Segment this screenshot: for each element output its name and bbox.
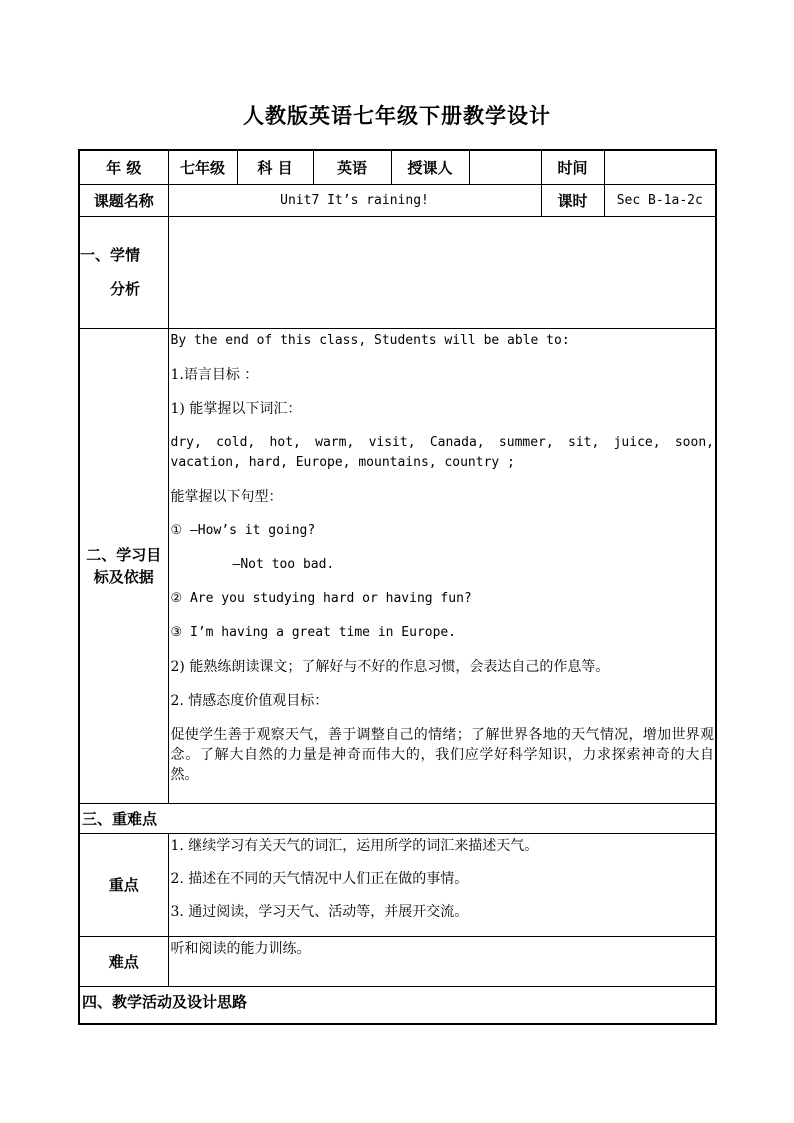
topic-value: Unit7 It’s raining!: [168, 184, 541, 216]
teacher-label: 授课人: [391, 150, 469, 184]
difficulty-row: [79, 936, 716, 986]
goals-content: [168, 328, 716, 803]
goals-label: 二、学习目标及依据: [79, 328, 168, 803]
period-value: Sec B-1a-2c: [604, 184, 716, 216]
focus-row: [79, 833, 716, 936]
analysis-label: [79, 216, 168, 328]
focus-item-3: 3. 通过阅读，学习天气、活动等，并展开交流。: [170, 903, 469, 920]
analysis-label-line2: 分析: [110, 280, 141, 298]
sentence-1-question: ① —How’s it going?: [170, 522, 316, 538]
header-row: [79, 150, 716, 184]
activities-section-label: 四、教学活动及设计思路: [79, 986, 716, 1024]
sentence-1-answer: —Not too bad.: [232, 556, 335, 572]
teacher-value: [469, 150, 541, 184]
key-points-header-row: [79, 803, 716, 833]
analysis-row: [79, 216, 716, 328]
emotion-goal: 2. 情感态度价值观目标：: [170, 692, 329, 709]
sentences-intro: 能掌握以下句型：: [170, 488, 283, 505]
language-goal: 1.语言目标 ：: [170, 366, 259, 383]
subject-value: 英语: [313, 150, 391, 184]
document-title: 人教版英语七年级下册教学设计: [243, 103, 551, 128]
focus-label: 重点: [79, 833, 168, 936]
difficulty-label: 难点: [79, 936, 168, 986]
reading-goal: 2) 能熟练朗读课文；了解好与不好的作息习惯，会表达自己的作息等。: [170, 658, 610, 675]
focus-item-2: 2. 描述在不同的天气情况中人们正在做的事情。: [170, 870, 469, 887]
grade-value: 七年级: [168, 150, 237, 184]
focus-item-1: 1. 继续学习有关天气的词汇，运用所学的词汇来描述天气。: [170, 837, 539, 854]
period-label: 课时: [541, 184, 604, 216]
emotion-text: 促使学生善于观察天气，善于调整自己的情绪；了解世界各地的天气情况，增加世界观念。了解大自然的力量是神奇而伟大的，我们应学好科学知识，力求探索神奇的大自然。: [170, 726, 714, 783]
analysis-content: [168, 216, 716, 328]
vocab-intro: 1) 能掌握以下词汇：: [170, 400, 302, 417]
key-points-section-label: 三、重难点: [79, 803, 716, 833]
analysis-label-line1: 一、学情: [80, 246, 141, 264]
time-value: [604, 150, 716, 184]
topic-row: [79, 184, 716, 216]
grade-label: 年 级: [79, 150, 168, 184]
difficulty-content: 听和阅读的能力训练。: [168, 936, 716, 986]
focus-content: [168, 833, 716, 936]
goals-intro: By the end of this class, Students will be able to:: [170, 332, 570, 348]
topic-label: 课题名称: [79, 184, 168, 216]
sentence-3: ③ I’m having a great time in Europe.: [170, 624, 457, 640]
activities-header-row: [79, 986, 716, 1024]
lesson-plan-table: [78, 149, 717, 1025]
vocab-list: dry, cold, hot, warm, visit, Canada, summer, sit, juice, soon, vacation, hard, Europe, mountains, country ;: [170, 434, 714, 470]
time-label: 时间: [541, 150, 604, 184]
subject-label: 科 目: [237, 150, 313, 184]
sentence-2: ② Are you studying hard or having fun?: [170, 590, 472, 606]
goals-row: [79, 328, 716, 803]
